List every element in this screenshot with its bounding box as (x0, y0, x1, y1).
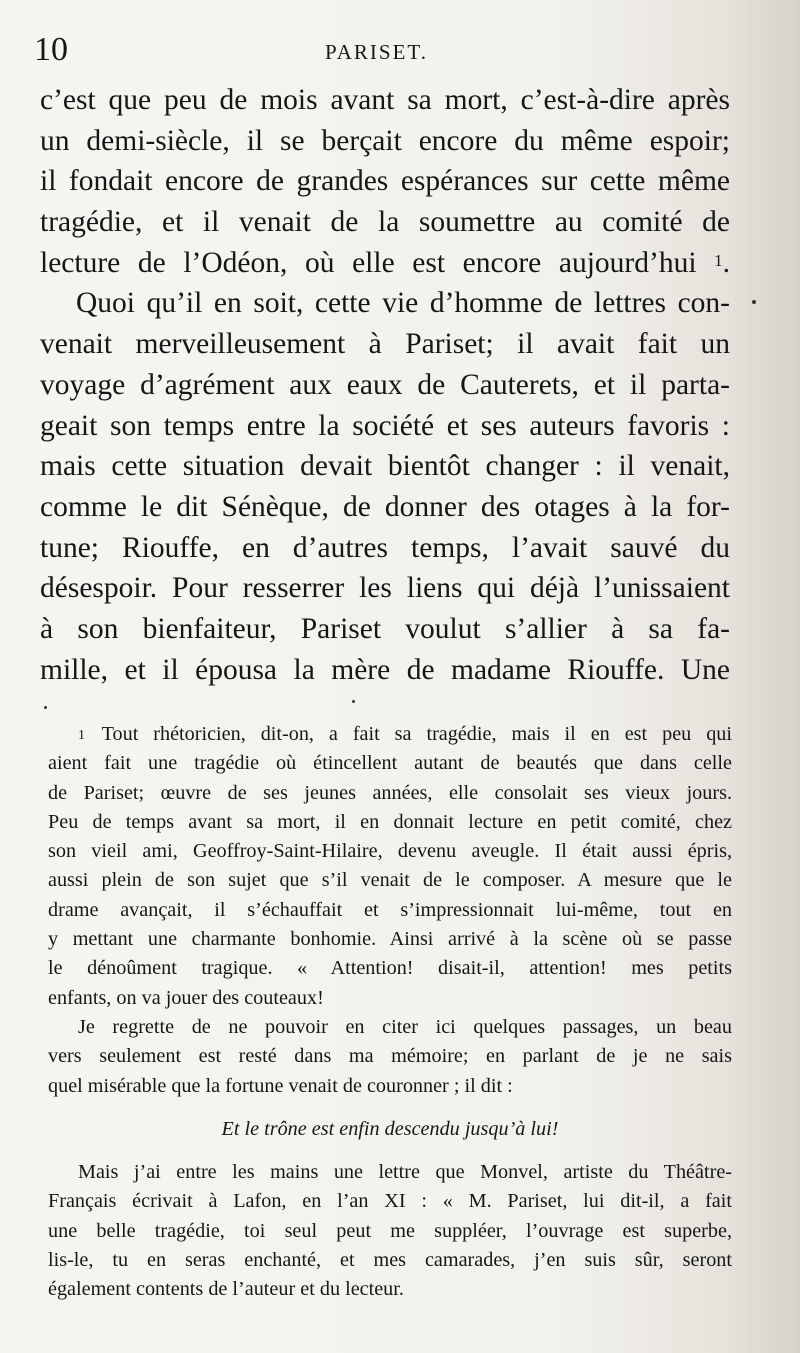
footnote-line (48, 720, 732, 749)
text-line: Quoi qu’il en soit, cette vie d’homme de lettres con- (76, 287, 730, 320)
footnote-line: lis-le, tu en seras enchanté, et mes camarades, j’en suis sûr, seront (48, 1249, 732, 1272)
text-line-with-note (40, 243, 730, 284)
footnote-text: Tout rhétoricien, dit-on, a fait sa tragédie, mais il en est peu qui (101, 723, 732, 745)
page-header (0, 28, 800, 72)
footnote-line: y mettant une charmante bonhomie. Ainsi arrivé à la scène où se passe (48, 928, 732, 951)
text-line: voyage d’agrément aux eaux de Cauterets, et il parta- (40, 368, 730, 401)
footnote-line: drame avançait, il s’échauffait et s’impressionnait lui-même, tout en (48, 898, 732, 921)
footnote-reference-suffix: . (722, 246, 731, 279)
text-line: lecture de l’Odéon, où elle est encore aujourd’hui (40, 246, 697, 279)
ink-speck (752, 300, 756, 304)
running-head: PARISET. (325, 40, 428, 64)
footnote-line: de Pariset; œuvre de ses jeunes années, elle consolait ses vieux jours. (48, 781, 732, 804)
text-line: venait merveilleusement à Pariset; il avait fait un (40, 328, 730, 361)
footnote-line: enfants, on va jouer des couteaux! (48, 986, 324, 1009)
text-line: c’est que peu de mois avant sa mort, c’est-à-dire après (40, 84, 730, 116)
main-text-block (40, 80, 730, 690)
footnote-line: Je regrette de ne pouvoir en citer ici quelques passages, un beau (78, 1015, 732, 1038)
text-line: un demi-siècle, il se berçait encore du même espoir; (40, 124, 730, 157)
text-line: geait son temps entre la société et ses auteurs favoris : (40, 409, 730, 442)
footnote-line: vers seulement est resté dans ma mémoire; en parlant de je ne sais (48, 1045, 732, 1068)
footnote-line: Français écrivait à Lafon, en l’an XI : « M. Pariset, lui dit-il, a fait (48, 1190, 732, 1213)
footnote-line: Mais j’ai entre les mains une lettre que Monvel, artiste du Théâtre- (78, 1161, 732, 1184)
footnote-line: Peu de temps avant sa mort, il en donnait lecture en petit comité, chez (48, 810, 732, 833)
footnote-line: aient fait une tragédie où étincellent autant de beautés que dans celle (48, 752, 732, 775)
footnote-marker: 1 (78, 728, 85, 743)
footnote-line: quel misérable que la fortune venait de couronner ; il dit : (48, 1074, 513, 1097)
page-number: 10 (34, 31, 68, 68)
footnote-line: aussi plein de son sujet que s’il venait de le composer. A mesure que le (48, 869, 732, 892)
text-line: comme le dit Sénèque, de donner des otages à la for- (40, 490, 730, 523)
text-line: mais cette situation devait bientôt changer : il venait, (40, 450, 730, 483)
footnote-line: son vieil ami, Geoffroy-Saint-Hilaire, devenu aveugle. Il était aussi épris, (48, 840, 732, 863)
ink-speck (352, 700, 355, 703)
footnote-reference: 1 (714, 250, 723, 270)
text-line: il fondait encore de grandes espérances sur cette même (40, 165, 730, 198)
ink-speck (44, 706, 47, 709)
text-line: tune; Riouffe, en d’autres temps, l’avait sauvé du (40, 531, 730, 564)
text-line: mille, et il épousa la mère de madame Riouffe. Une (40, 653, 730, 686)
text-line: tragédie, et il venait de la soumettre au comité de (40, 206, 730, 239)
text-line: à son bienfaiteur, Pariset voulut s’allier à sa fa- (40, 612, 730, 645)
footnote-line: également contents de l’auteur et du lecteur. (48, 1278, 404, 1301)
footnote-line: une belle tragédie, toi seul peut me suppléer, l’ouvrage est superbe, (48, 1219, 732, 1242)
text-line: désespoir. Pour resserrer les liens qui déjà l’unissaient (40, 572, 730, 605)
quoted-verse: Et le trône est enfin descendu jusqu’à lui! (221, 1117, 559, 1140)
footnotes-block (48, 720, 732, 1305)
footnote-line: le dénoûment tragique. « Attention! disait-il, attention! mes petits (48, 957, 732, 980)
